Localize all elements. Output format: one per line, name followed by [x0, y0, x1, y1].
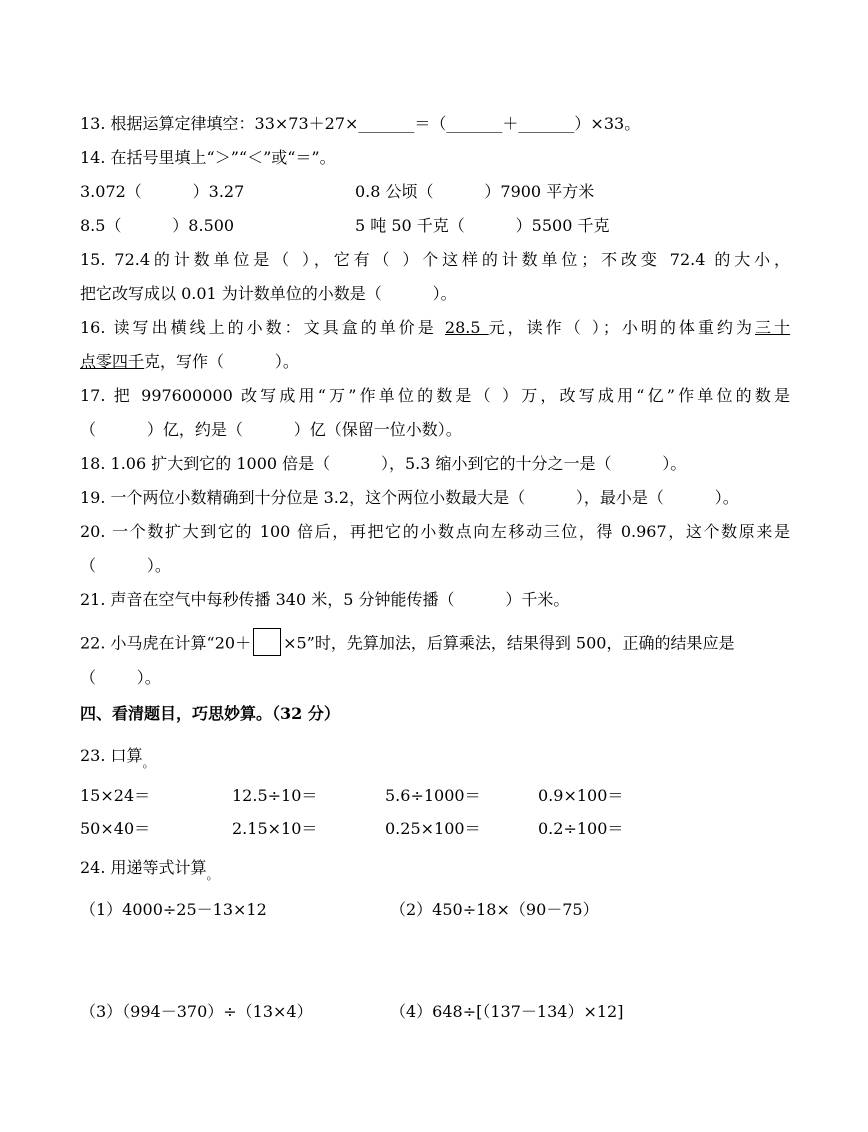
question-23	[80, 746, 155, 770]
q23-item: 50×40＝	[80, 819, 151, 838]
q16-underlined-weight-b: 点零四千	[80, 352, 145, 371]
question-18: 18. 1.06 扩大到它的 1000 倍是（ ），5.3 缩小到它的十分之一是（ ）。	[80, 454, 687, 473]
q22-pre: 22. 小马虎在计算“20＋	[80, 633, 252, 653]
q16-post: 克，写作（ ）。	[144, 352, 299, 371]
q23-item: 0.9×100＝	[538, 786, 624, 805]
question-15-line1: 15. 72.4的计数单位是（ ），它有（ ）个这样的计数单位；不改变 72.4 的大小，	[80, 250, 790, 269]
q24-item-3: （3）（994－370）÷（13×4）	[80, 1002, 313, 1021]
q23-item: 0.2÷100＝	[538, 819, 624, 838]
q16-pre: 16. 读写出横线上的小数：文具盒的单价是	[80, 318, 445, 337]
q24-dot: 。	[206, 868, 219, 882]
q24-item-4: （4）648÷[（137－134）×12]	[390, 1002, 624, 1021]
q14-item-a: 3.072（ ）3.27	[80, 182, 245, 201]
q23-item: 12.5÷10＝	[232, 786, 318, 805]
q23-item: 5.6÷1000＝	[385, 786, 481, 805]
question-24	[80, 858, 219, 882]
q16-mid: 元，读作（ ）；小明的体重约为	[488, 318, 755, 337]
question-14: 14. 在括号里填上“＞”“＜”或“＝”。	[80, 148, 336, 167]
q14-item-c: 8.5（ ）8.500	[80, 216, 235, 235]
question-20-line2: （ ）。	[80, 556, 171, 575]
question-17-line2: （ ）亿，约是（ ）亿（保留一位小数）。	[80, 420, 462, 439]
question-22-line1	[80, 630, 734, 658]
question-16-line1	[80, 318, 790, 338]
q24-item-1: （1）4000÷25－13×12	[80, 900, 267, 919]
q14-item-d: 5 吨 50 千克（ ）5500 千克	[355, 216, 610, 235]
section-4-heading: 四、看清题目，巧思妙算。（32 分）	[80, 704, 340, 723]
q16-underlined-weight-a: 三十	[754, 318, 790, 337]
question-19: 19. 一个两位小数精确到十分位是 3.2，这个两位小数最大是（ ），最小是（ ）。	[80, 488, 739, 507]
q16-underlined-price: 28.5	[444, 318, 489, 337]
q23-item: 15×24＝	[80, 786, 151, 805]
q24-label: 24. 用递等式计算	[80, 858, 207, 877]
q14-item-b: 0.8 公顷（ ）7900 平方米	[355, 182, 595, 201]
question-13: 13. 根据运算定律填空：33×73＋27×_______＝（_______＋_______）×33。	[80, 114, 641, 133]
q23-label: 23. 口算	[80, 746, 143, 765]
question-20-line1: 20. 一个数扩大到它的 100 倍后，再把它的小数点向左移动三位，得 0.967，这个数原来是	[80, 522, 790, 541]
q23-item: 0.25×100＝	[385, 819, 481, 838]
q24-item-2: （2）450÷18×（90－75）	[390, 900, 599, 919]
question-15-line2: 把它改写成以 0.01 为计数单位的小数是（ ）。	[80, 284, 457, 303]
question-17-line1: 17. 把 997600000 改写成用“万”作单位的数是（ ）万，改写成用“亿”作单位的数是	[80, 386, 790, 405]
blank-box	[253, 628, 281, 656]
question-22-line2: （ ）。	[80, 668, 161, 687]
q22-post: ×5”时，先算加法，后算乘法，结果得到 500，正确的结果应是	[283, 633, 735, 653]
q23-dot: 。	[142, 756, 155, 770]
question-21: 21. 声音在空气中每秒传播 340 米，5 分钟能传播（ ）千米。	[80, 590, 570, 609]
question-16-line2	[80, 352, 299, 372]
q23-item: 2.15×10＝	[232, 819, 318, 838]
